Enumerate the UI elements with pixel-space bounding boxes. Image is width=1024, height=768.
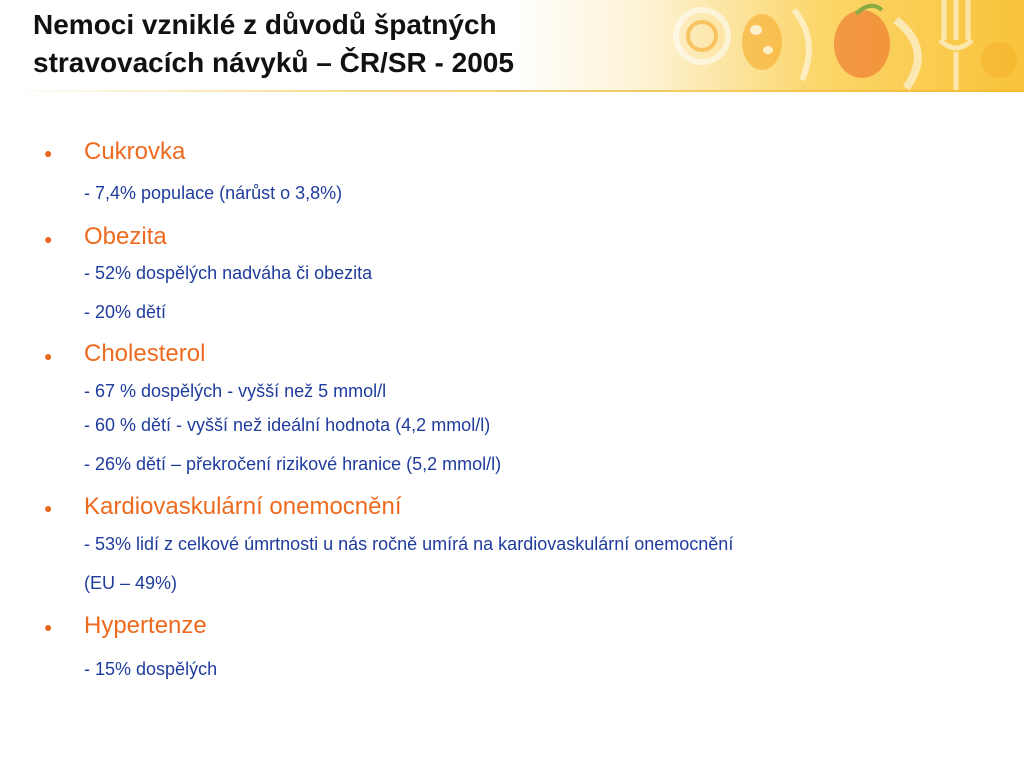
section-heading-kardio: Kardiovaskulární onemocnění xyxy=(84,493,402,520)
section-detail: - 53% lidí z celkové úmrtnosti u nás ročně umírá na kardiovaskulární onemocnění xyxy=(84,534,734,554)
section-detail: - 15% dospělých xyxy=(84,659,218,679)
section-heading-cholesterol: Cholesterol xyxy=(84,340,206,367)
bullet-dot-icon: ● xyxy=(44,231,53,247)
title-line-1: Nemoci vzniklé z důvodů špatných xyxy=(33,9,497,40)
bullet-dot-icon: ● xyxy=(44,348,53,364)
section-heading-obezita: Obezita xyxy=(84,223,167,250)
title-line-2: stravovacích návyků – ČR/SR - 2005 xyxy=(33,47,514,78)
section-detail: - 60 % dětí - vyšší než ideální hodnota (4,2 mmol/l) xyxy=(84,415,491,435)
section-heading-hypertenze: Hypertenze xyxy=(84,612,207,639)
bullet-dot-icon: ● xyxy=(44,500,53,516)
section-detail: - 7,4% populace (nárůst o 3,8%) xyxy=(84,183,343,203)
section-detail: - 20% dětí xyxy=(84,302,167,322)
section-detail: - 67 % dospělých - vyšší než 5 mmol/l xyxy=(84,381,387,401)
section-detail: - 52% dospělých nadváha či obezita xyxy=(84,263,373,283)
section-detail: - 26% dětí – překročení rizikové hranice (5,2 mmol/l) xyxy=(84,454,502,474)
section-detail: (EU – 49%) xyxy=(84,573,178,593)
bullet-dot-icon: ● xyxy=(44,619,53,635)
section-heading-cukrovka: Cukrovka xyxy=(84,138,186,165)
bullet-dot-icon: ● xyxy=(44,145,53,161)
